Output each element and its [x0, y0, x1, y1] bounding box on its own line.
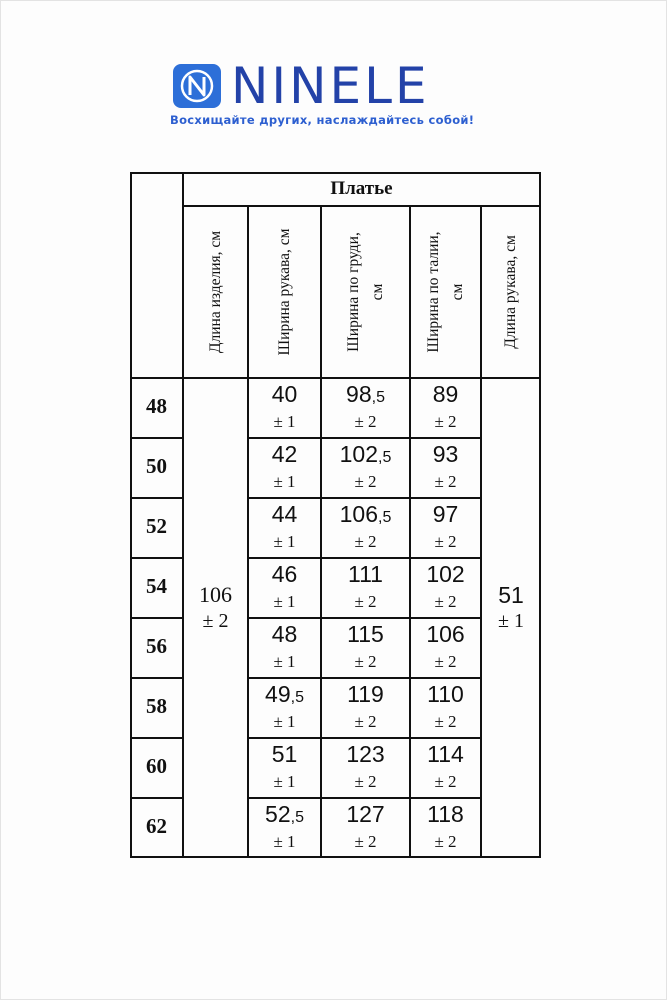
waist-value-int: 102	[426, 561, 465, 587]
sleeve_w-value-int: 48	[271, 621, 298, 647]
waist-value-int: 118	[427, 801, 464, 827]
chest-tolerance: ± 2	[354, 772, 377, 791]
sleeve_w-value-int: 52	[265, 801, 291, 827]
chest-value-frac: ,5	[371, 389, 385, 406]
row-divider	[130, 617, 183, 619]
waist-value-int: 97	[432, 501, 459, 527]
chest-value	[321, 381, 410, 408]
size-label: 58	[146, 694, 167, 718]
waist-value	[410, 441, 481, 468]
waist-tolerance: ± 2	[434, 472, 457, 491]
chest-value	[321, 621, 410, 648]
chest-value	[321, 441, 410, 468]
sleeve_w-value	[248, 381, 321, 408]
sleeve_w-value-int: 49	[265, 681, 291, 707]
chest-value	[321, 681, 410, 708]
sleeve_w-value	[248, 741, 321, 768]
sleeve_w-tolerance: ± 1	[273, 412, 296, 431]
chest-value-int: 102	[339, 441, 379, 467]
sleeve_w-value	[248, 801, 321, 828]
row-divider	[248, 677, 481, 679]
length-tolerance: ± 2	[202, 610, 229, 632]
waist-tolerance: ± 2	[434, 832, 457, 851]
size-label: 48	[146, 394, 167, 418]
column-header-text: Длина изделия, см	[206, 230, 224, 354]
waist-value-int: 110	[427, 681, 464, 707]
sleeve_w-value-int: 42	[271, 441, 298, 467]
waist-value	[410, 381, 481, 408]
sleeve_w-tolerance: ± 1	[273, 772, 296, 791]
column-header-unit: см	[368, 283, 386, 301]
sleeve_w-value	[248, 501, 321, 528]
chest-tolerance: ± 2	[354, 532, 377, 551]
chest-tolerance: ± 2	[354, 832, 377, 851]
chest-value	[321, 501, 410, 528]
chest-value-int: 111	[348, 561, 383, 587]
chest-value-int: 106	[339, 501, 379, 527]
table-title: Платье	[330, 178, 393, 199]
waist-tolerance: ± 2	[434, 712, 457, 731]
brand-logo	[173, 57, 503, 115]
row-divider	[130, 557, 183, 559]
sleeve_w-value-int: 46	[271, 561, 298, 587]
chest-value	[321, 561, 410, 588]
size-label: 56	[146, 634, 167, 658]
waist-value	[410, 801, 481, 828]
chest-tolerance: ± 2	[354, 472, 377, 491]
sleeve_w-value	[248, 561, 321, 588]
chest-value-frac: ,5	[378, 509, 392, 526]
row-divider	[130, 437, 183, 439]
waist-value-int: 89	[432, 381, 459, 407]
row-divider	[130, 497, 183, 499]
size-label: 54	[146, 574, 167, 598]
chest-value	[321, 801, 410, 828]
chest-value-int: 119	[347, 681, 384, 707]
chest-tolerance: ± 2	[354, 712, 377, 731]
sleeve_w-tolerance: ± 1	[273, 532, 296, 551]
size-label: 60	[146, 754, 167, 778]
row-divider	[248, 497, 481, 499]
waist-value	[410, 741, 481, 768]
chest-value-int: 98	[346, 381, 372, 407]
row-divider	[248, 737, 481, 739]
chest-value-int: 115	[347, 621, 384, 647]
waist-value	[410, 501, 481, 528]
sleeve_w-value-int: 51	[271, 741, 298, 767]
waist-value	[410, 621, 481, 648]
row-divider	[248, 617, 481, 619]
waist-value-int: 106	[426, 621, 465, 647]
waist-tolerance: ± 2	[434, 652, 457, 671]
sleeve_w-tolerance: ± 1	[273, 832, 296, 851]
chest-value	[321, 741, 410, 768]
chest-tolerance: ± 2	[354, 652, 377, 671]
row-divider	[248, 557, 481, 559]
size-label: 50	[146, 454, 167, 478]
waist-tolerance: ± 2	[434, 532, 457, 551]
row-divider	[248, 437, 481, 439]
chest-value-frac: ,5	[378, 449, 392, 466]
chest-tolerance: ± 2	[354, 412, 377, 431]
chest-value-int: 127	[346, 801, 385, 827]
waist-value-int: 114	[427, 741, 464, 767]
sleeve_w-tolerance: ± 1	[273, 592, 296, 611]
sleeve_w-value	[248, 681, 321, 708]
sleeve_w-value-frac: ,5	[290, 689, 304, 706]
brand-tagline: Восхищайте других, наслаждайтесь собой!	[170, 113, 475, 127]
sleeve_w-value-int: 40	[271, 381, 298, 407]
sleeve_w-value-int: 44	[271, 501, 298, 527]
sleeve_w-value	[248, 441, 321, 468]
length-value: 106	[199, 582, 232, 607]
sleeve_w-tolerance: ± 1	[273, 652, 296, 671]
brand-name: NINELE	[231, 57, 430, 115]
ninele-logo-icon	[173, 64, 221, 108]
waist-value	[410, 561, 481, 588]
column-header-text: Ширина по груди,	[344, 232, 362, 352]
column-header-text: Ширина рукава, см	[275, 228, 293, 356]
sleeve-length-tolerance: ± 1	[498, 610, 524, 632]
chest-value-int: 123	[346, 741, 385, 767]
chest-tolerance: ± 2	[354, 592, 377, 611]
waist-value-int: 93	[432, 441, 459, 467]
waist-tolerance: ± 2	[434, 592, 457, 611]
column-header-text: Ширина по талии,	[424, 231, 442, 353]
row-divider	[130, 677, 183, 679]
sleeve_w-value-frac: ,5	[290, 809, 304, 826]
row-divider	[130, 737, 183, 739]
column-header-unit: см	[448, 283, 466, 301]
sleeve-length-value: 51	[498, 582, 524, 608]
row-divider	[130, 797, 183, 799]
column-header-text: Длина рукава, см	[502, 235, 519, 349]
waist-tolerance: ± 2	[434, 412, 457, 431]
row-divider	[248, 797, 481, 799]
sleeve_w-tolerance: ± 1	[273, 712, 296, 731]
waist-value	[410, 681, 481, 708]
sleeve_w-tolerance: ± 1	[273, 472, 296, 491]
size-label: 62	[146, 814, 167, 838]
size-label: 52	[146, 514, 167, 538]
waist-tolerance: ± 2	[434, 772, 457, 791]
sleeve_w-value	[248, 621, 321, 648]
